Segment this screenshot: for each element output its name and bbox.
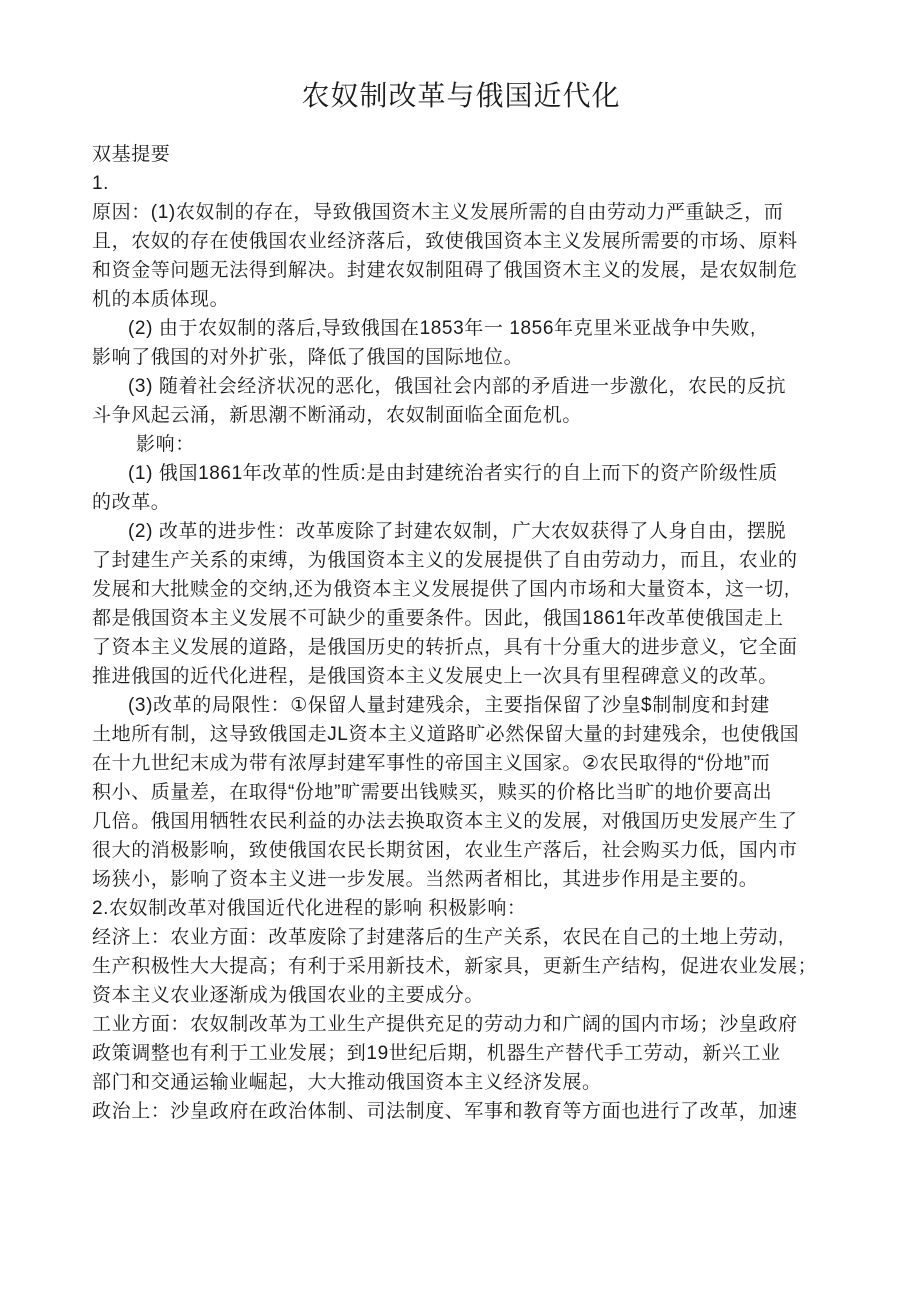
text-line: 土地所有制，这导致俄国走JL资本主义道路旷必然保留大量的封建残余，也使俄国	[92, 724, 800, 745]
text-line: 1.	[92, 173, 110, 194]
text-line: 且，农奴的存在使俄国农业经济落后，致使俄国资本主义发展所需要的市场、原料	[92, 231, 798, 252]
text-line: 都是俄国资本主义发展不可缺少的重要条件。因此，俄国1861年改革使俄国走上	[92, 608, 784, 629]
text-line: 经济上：农业方面：改革废除了封建落后的生产关系，农民在自己的土地上劳动,	[92, 927, 784, 948]
text-line: 资本主义农业逐渐成为俄国农业的主要成分。	[92, 985, 485, 1006]
text-line: 推进俄国的近代化进程，是俄国资本主义发展史上一次具有里程碑意义的改革。	[92, 666, 779, 687]
text-line: 积小、质量差，在取得“份地”旷需要出钱赎买，赎买的价格比当旷的地价要高出	[92, 782, 773, 803]
text-line: 斗争风起云涌，新思潮不断涌动，农奴制面临全面危机。	[92, 405, 583, 426]
text-line: 原因：(1)农奴制的存在，导致俄国资木主义发展所需的自由劳动力严重缺乏，而	[92, 202, 784, 223]
text-line: 很大的消极影响，致使俄国农民长期贫困，农业生产落后，社会购买力低，国内市	[92, 840, 798, 861]
text-line: 生产积极性大大提高；有利于采用新技术，新家具，更新生产结构，促进农业发展；	[92, 956, 818, 977]
text-line: 影响：	[136, 434, 195, 455]
text-line: (3) 随着社会经济状况的恶化，俄国社会内部的矛盾进一步激化，农民的反抗	[128, 376, 787, 397]
document-body	[92, 140, 850, 1126]
text-line: 工业方面：农奴制改革为工业生产提供充足的劳动力和广阔的国内市场；沙皇政府	[92, 1014, 798, 1035]
text-line: 政治上：沙皇政府在政治体制、司法制度、军事和教育等方面也进行了改革，加速	[92, 1101, 798, 1122]
text-line: 在十九世纪末成为带有浓厚封建军事性的帝国主义国家。②农民取得的“份地”而	[92, 753, 771, 774]
text-line: 几倍。俄国用牺牲农民利益的办法去换取资本主义的发展，对俄国历史发展产生了	[92, 811, 798, 832]
text-line: (1) 俄国1861年改革的性质:是由封建统治者实行的自上而下的资产阶级性质	[128, 463, 778, 484]
text-line: 的改革。	[92, 492, 171, 513]
text-line: 机的本质体现。	[92, 289, 230, 310]
text-line: (3)改革的局限性：①保留人量封建残余，主要指保留了沙皇$制制度和封建	[128, 695, 770, 716]
document-title: 农奴制改革与俄国近代化	[301, 80, 621, 111]
text-line: 双基提要	[92, 144, 171, 165]
text-line: 2.农奴制改革对俄国近代化进程的影响 积极影响：	[92, 898, 527, 919]
text-line: 了资本主义发展的道路，是俄国历史的转折点，具有十分重大的进步意义，它全面	[92, 637, 798, 658]
text-line: 和资金等问题无法得到解决。封建农奴制阻碍了俄国资木主义的发展，是农奴制危	[92, 260, 798, 281]
text-line: 政策调整也有利于工业发展；到19世纪后期，机器生产替代手工劳动，新兴工业	[92, 1043, 781, 1064]
text-line: (2) 改革的进步性：改革废除了封建农奴制，广大农奴获得了人身自由，摆脱	[128, 521, 787, 542]
text-line: 发展和大批赎金的交纳,还为俄资本主义发展提供了国内市场和大量资本，这一切,	[92, 579, 790, 600]
text-line: 部门和交通运输业崛起，大大推动俄国资本主义经济发展。	[92, 1072, 602, 1093]
text-line: 场狭小，影响了资本主义进一步发展。当然两者相比，其进步作用是主要的。	[92, 869, 759, 890]
text-line: (2) 由于农奴制的落后,导致俄国在1853年一 1856年克里米亚战争中失败,	[128, 318, 756, 339]
text-line: 了封建生产关系的束缚，为俄国资本主义的发展提供了自由劳动力，而且，农业的	[92, 550, 798, 571]
text-line: 影响了俄国的对外扩张，降低了俄国的国际地位。	[92, 347, 524, 368]
